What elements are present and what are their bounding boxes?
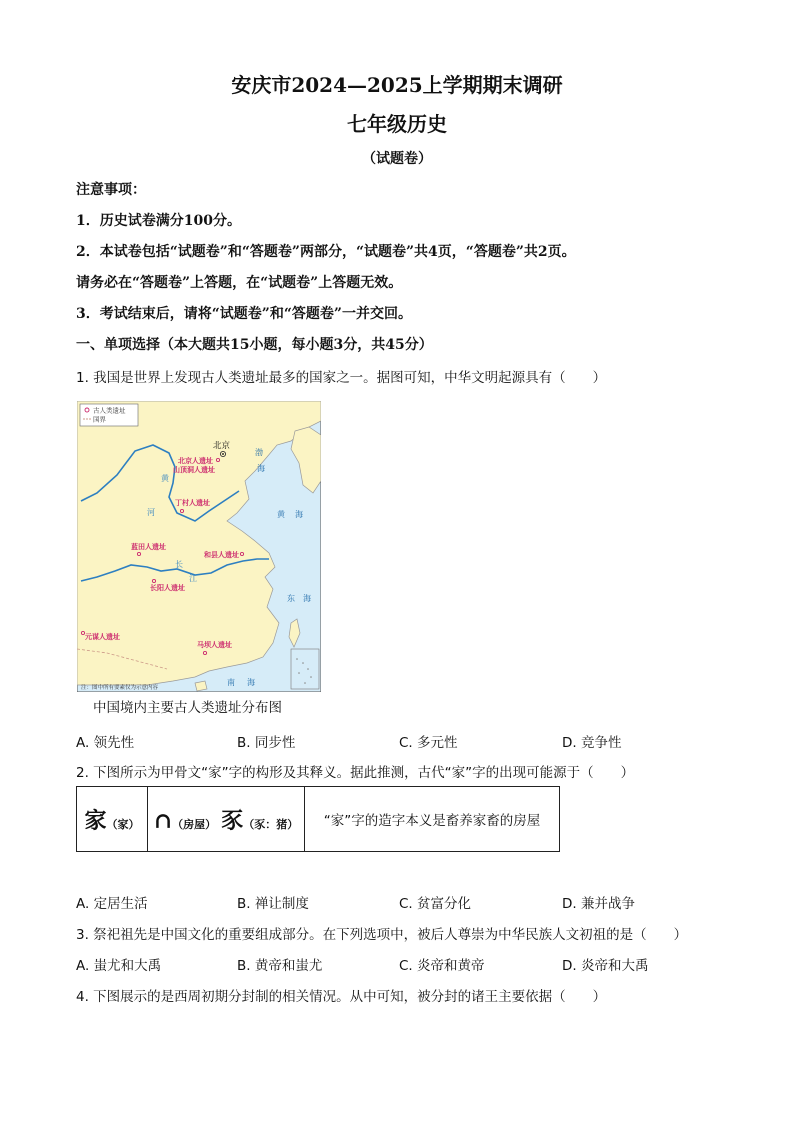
notes-heading: 注意事项： (76, 182, 146, 198)
ancient-sites-map (77, 401, 321, 692)
river-label: 黄 (161, 474, 169, 483)
capital-label: 北京 (213, 441, 231, 451)
note-item: 2．本试卷包括“试题卷”和“答题卷”两部分，“试题卷”共4页，“答题卷”共2页。 (76, 244, 576, 260)
legend-site: 古人类遗址 (93, 406, 126, 415)
site-label: 丁村人遗址 (175, 499, 210, 507)
q1-option-c[interactable]: C. 多元性 (399, 735, 458, 751)
q2-option-c[interactable]: C. 贫富分化 (399, 896, 472, 912)
site-label: 元谋人遗址 (85, 633, 120, 641)
q3-option-d[interactable]: D. 炎帝和大禹 (562, 958, 649, 974)
q3-option-c[interactable]: C. 炎帝和黄帝 (399, 958, 485, 974)
components-cell (148, 787, 305, 852)
question-2-stem: 2. 下图所示为甲骨文“家”字的构形及其释义。据此推测，古代“家”字的出现可能源于（ ） (76, 765, 635, 781)
map-hainan (195, 681, 207, 691)
pig-glyph-label: （豕：猪） (243, 817, 299, 831)
question-3-stem: 3. 祭祀祖先是中国文化的重要组成部分。在下列选项中，被后人尊崇为中华民族人文初祖的是（ ） (76, 927, 688, 943)
roof-glyph-label: （房屋） (172, 817, 217, 831)
river-label: 河 (147, 508, 155, 517)
paper-type: （试题卷） (362, 151, 432, 167)
question-1-stem: 1. 我国是世界上发现古人类遗址最多的国家之一。据图可知，中华文明起源具有（ ） (76, 370, 607, 386)
q1-option-d[interactable]: D. 竞争性 (562, 735, 622, 751)
map-caption: 中国境内主要古人类遗址分布图 (93, 700, 282, 716)
q3-option-a[interactable]: A. 蚩尤和大禹 (76, 958, 162, 974)
site-label: 和县人遗址 (204, 551, 239, 559)
section-heading: 一、单项选择（本大题共15小题，每小题3分，共45分） (76, 337, 433, 353)
river-label: 长 (175, 560, 183, 569)
q2-option-b[interactable]: B. 禅让制度 (237, 896, 309, 912)
jia-glyph-cell (77, 787, 148, 852)
note-item: 3．考试结束后，请将“试题卷”和“答题卷”一并交回。 (76, 306, 412, 322)
exam-subject: 七年级历史 (347, 112, 447, 136)
note-item: 请务必在“答题卷”上答题，在“试题卷”上答题无效。 (76, 275, 403, 291)
q2-option-d[interactable]: D. 兼并战争 (562, 896, 635, 912)
sea-label: 海 (257, 464, 265, 473)
q1-option-a[interactable]: A. 领先性 (76, 735, 135, 751)
jia-meaning-cell: “家”字的造字本义是畜养家畜的房屋 (305, 787, 560, 852)
roof-glyph-icon: ∩ (153, 807, 173, 834)
oracle-bone-table (76, 786, 560, 852)
question-4-stem: 4. 下图展示的是西周初期分封制的相关情况。从中可知，被分封的诸王主要依据（ ） (76, 989, 607, 1005)
site-label: 长阳人遗址 (150, 584, 185, 592)
q1-option-b[interactable]: B. 同步性 (237, 735, 296, 751)
legend-border: 国界 (93, 415, 106, 424)
sea-label: 南 (227, 678, 235, 687)
note-item: 1．历史试卷满分100分。 (76, 213, 241, 229)
q3-option-b[interactable]: B. 黄帝和蚩尤 (237, 958, 323, 974)
jia-glyph-label: （家） (106, 817, 140, 831)
sea-label: 东 (287, 594, 295, 603)
pig-glyph-icon: 豕 (221, 807, 244, 834)
exam-title: 安庆市2024—2025上学期期末调研 (231, 73, 563, 97)
capital-dot (222, 453, 224, 455)
river-label: 江 (189, 574, 197, 583)
sea-label: 海 (295, 510, 303, 519)
sea-label: 黄 (277, 510, 285, 519)
jia-oracle-glyph-icon: 家 (84, 807, 107, 834)
site-label: 北京人遗址 (178, 457, 213, 465)
site-label: 马坝人遗址 (197, 641, 232, 649)
site-label: 山顶洞人遗址 (173, 466, 215, 474)
sea-label: 海 (303, 594, 311, 603)
sea-label: 渤 (255, 448, 263, 457)
map-note: 注：图中所有要素仅为示意内容 (81, 685, 159, 691)
q2-option-a[interactable]: A. 定居生活 (76, 896, 148, 912)
site-label: 蓝田人遗址 (131, 543, 166, 551)
sea-label: 海 (247, 678, 255, 687)
